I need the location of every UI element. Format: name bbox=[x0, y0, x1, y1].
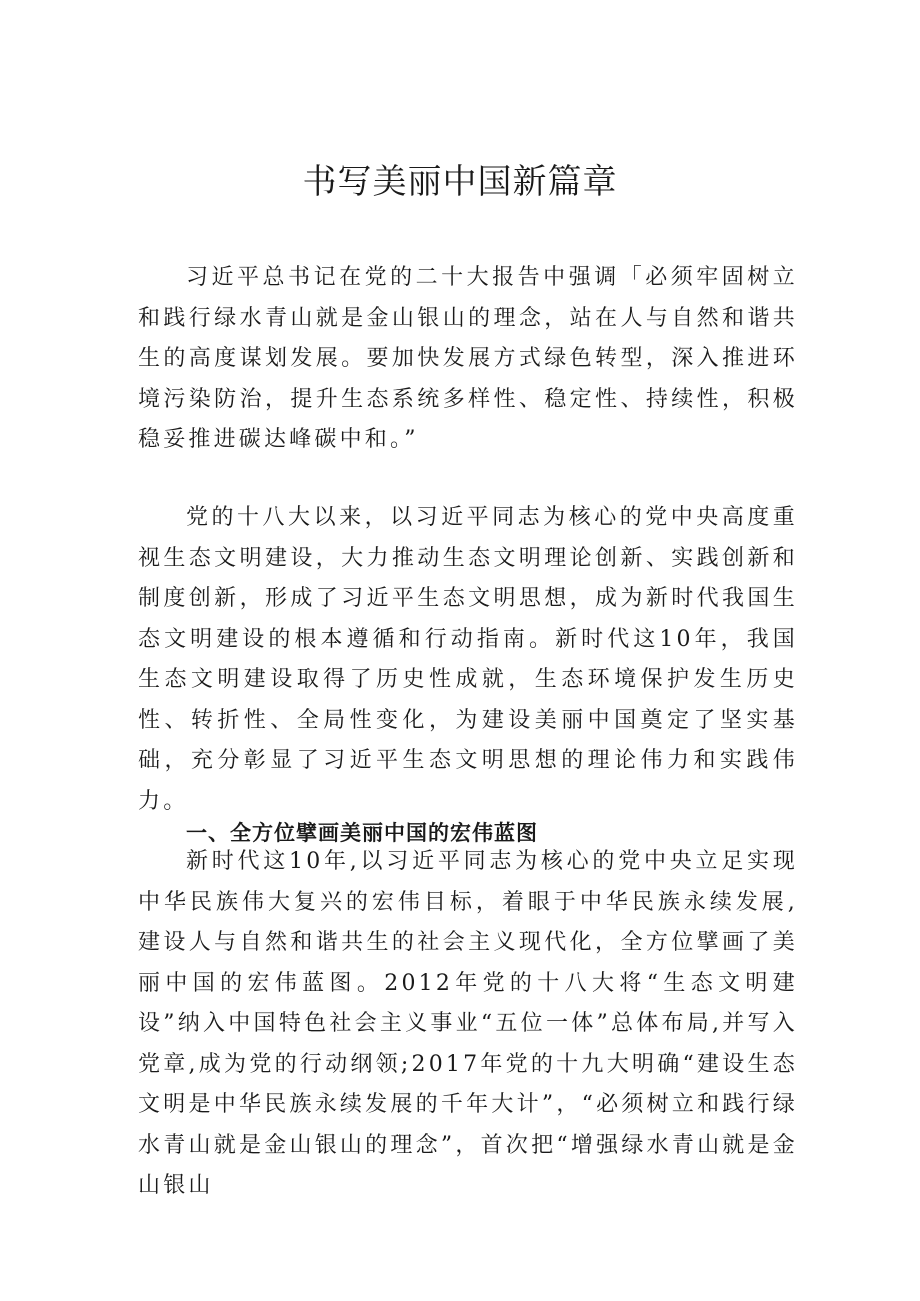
section-paragraph: 新时代这10年,以习近平同志为核心的党中央立足实现中华民族伟大复兴的宏伟目标，着眼于中华民族永续发展,建设人与自然和谐共生的社会主义现代化，全方位擘画了美丽中国的宏伟蓝图。2012年党的十八大将“生态文明建设”纳入中国特色社会主义事业“五位一体”总体布局,并写入党章,成为党的行动纲领;2017年党的十九大明确“建设生态文明是中华民族永续发展的千年大计”，“必须树立和践行绿水青山就是金山银山的理念”，首次把“增强绿水青山就是金山银山 bbox=[138, 849, 798, 1198]
paragraph-2: 党的十八大以来，以习近平同志为核心的党中央高度重视生态文明建设，大力推动生态文明理论创新、实践创新和制度创新，形成了习近平生态文明思想，成为新时代我国生态文明建设的根本遵循和行动指南。新时代这10年，我国生态文明建设取得了历史性成就，生态环境保护发生历史性、转折性、全局性变化，为建设美丽中国奠定了坚实基础，充分彰显了习近平生态文明思想的理论伟力和实践伟力。 bbox=[138, 505, 798, 814]
paragraph-1: 习近平总书记在党的二十大报告中强调「必须牢固树立和践行绿水青山就是金山银山的理念，站在人与自然和谐共生的高度谋划发展。要加快发展方式绿色转型，深入推进环境污染防治，提升生态系统多样性、稳定性、持续性，积极稳妥推进碳达峰碳中和。” bbox=[138, 265, 798, 452]
document-title: 书写美丽中国新篇章 bbox=[302, 162, 618, 202]
section-heading: 一、全方位擘画美丽中国的宏伟蓝图 bbox=[186, 821, 538, 845]
